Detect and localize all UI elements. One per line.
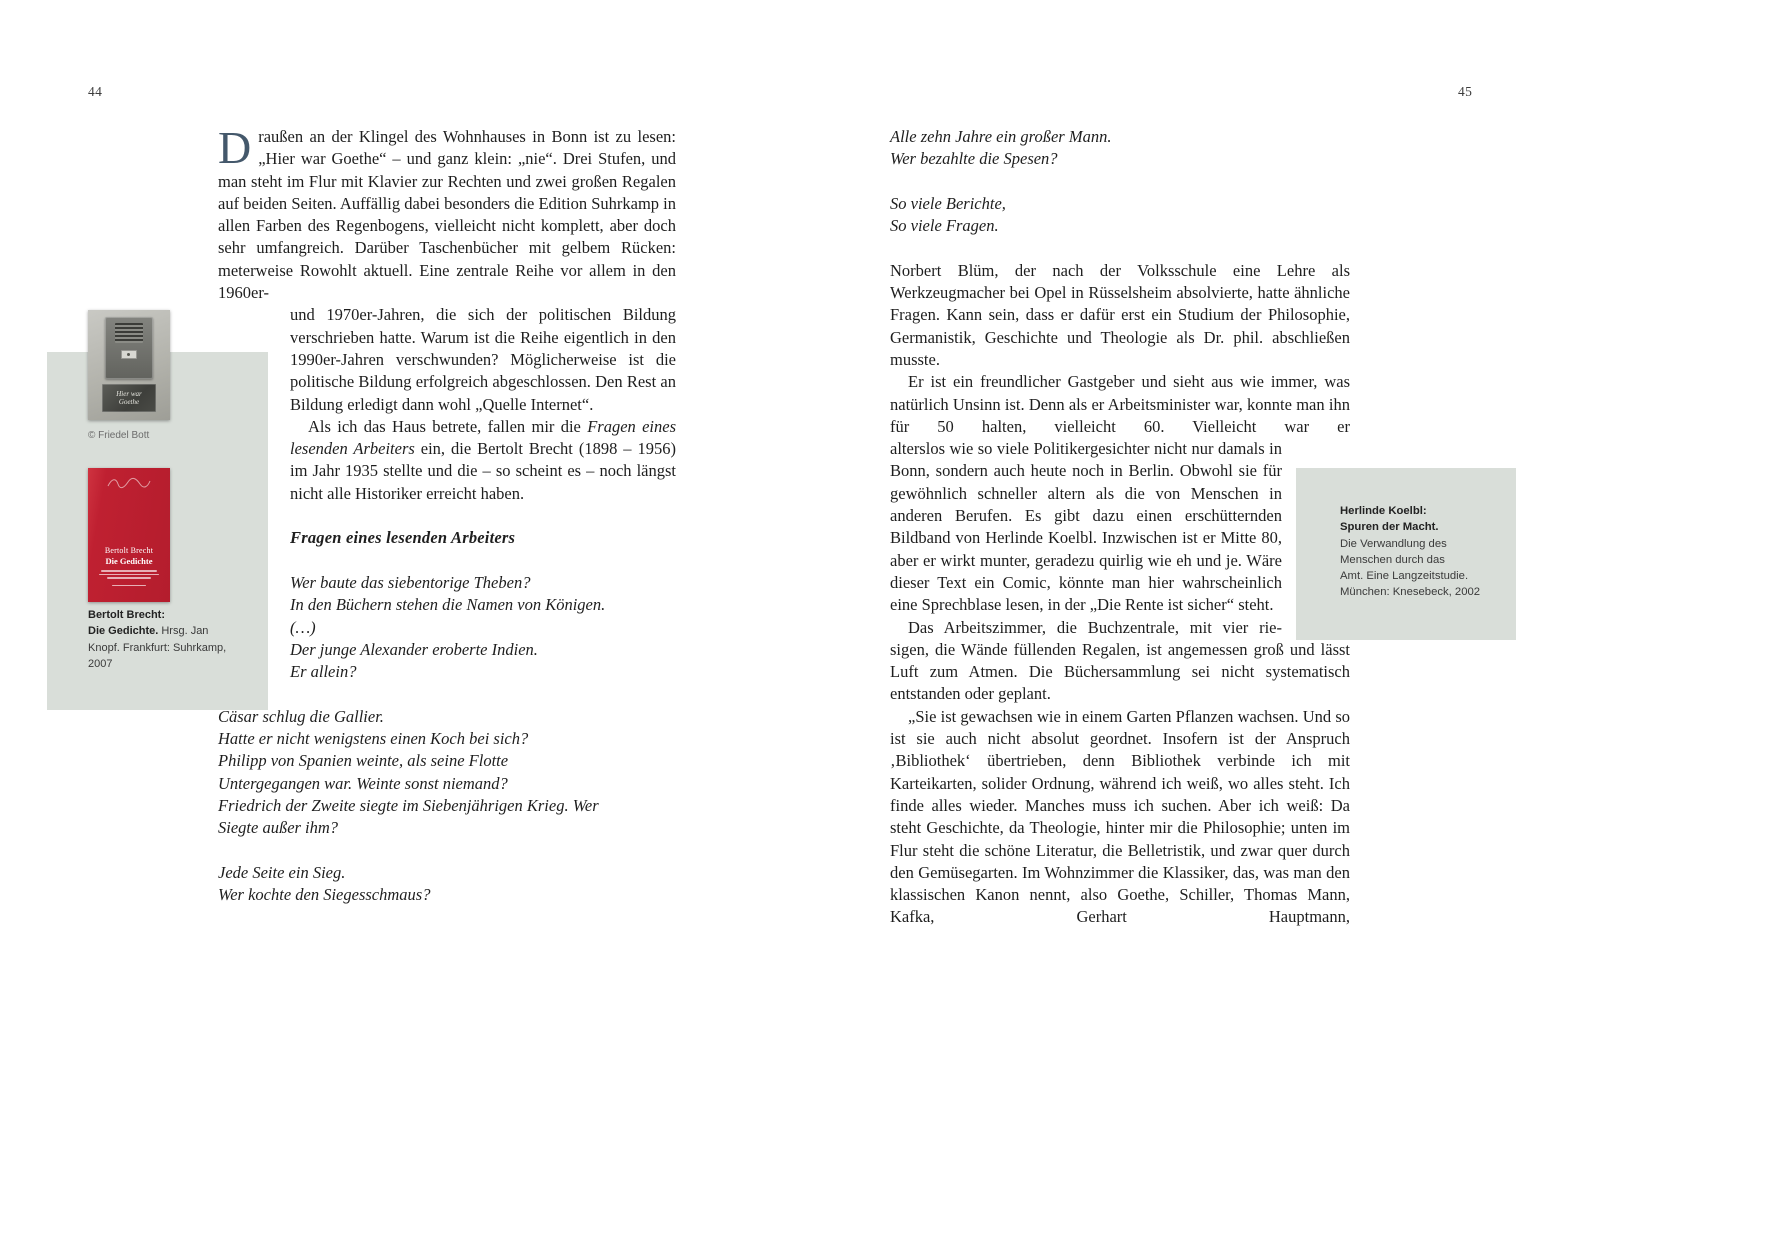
poem-stanza-5 bbox=[890, 193, 1350, 238]
right-text-column bbox=[890, 126, 1350, 929]
poem-line: Alle zehn Jahre ein großer Mann. bbox=[890, 127, 1112, 146]
left-text-column bbox=[218, 122, 677, 906]
cover-smallprint-bar bbox=[99, 574, 159, 576]
paragraph-opening-text: raußen an der Klingel des Wohnhauses in Bonn ist zu lesen: „Hier war Goethe“ – und ganz klein: „nie“. Drei Stufen, und man steht im Flur mit Klavier zur Rechten und zwei großen Regalen auf beiden Seiten. Auffällig dabei besonders die Edition Suhrkamp in allen Farben des Regenbogens, vielleicht nicht komplett, aber doch sehr umfangreich. Darüber Taschenbücher mit gelbem Rücken: meterweise Rowohlt aktuell. Eine zentrale Reihe vor allem in den 1960er- bbox=[218, 127, 676, 303]
poem-line: Der junge Alexander eroberte Indien. bbox=[290, 639, 538, 659]
side-note-line: Die Verwandlung des bbox=[1340, 537, 1447, 550]
poem-line: Cäsar schlug die Gallier. bbox=[218, 706, 384, 726]
cover-smallprint-bar bbox=[107, 577, 151, 579]
cover-author: Bertolt Brecht bbox=[104, 546, 154, 555]
poem-line: Er allein? bbox=[290, 662, 357, 682]
paragraph-brecht-intro bbox=[290, 416, 676, 505]
poem-stanza-1 bbox=[290, 572, 676, 683]
poem-line: Siegte außer ihm? bbox=[218, 818, 339, 838]
poem-line: Untergegangen war. Weinte sonst niemand? bbox=[218, 773, 508, 793]
side-note-title: Spuren der Macht. bbox=[1340, 521, 1439, 534]
book-citation-line: 2007 bbox=[88, 658, 113, 671]
side-note-line bbox=[1340, 519, 1502, 535]
side-note-line: Menschen durch das bbox=[1340, 553, 1445, 566]
side-note-line bbox=[1340, 503, 1502, 519]
poem-line: So viele Fragen. bbox=[890, 216, 999, 236]
paragraph-opening-continued: und 1970er-Jahren, die sich der politischen Bildung verschrieben hatte. Warum ist die Reihe eigentlich in den 1990er-Jahren verschwunden? Möglicherweise ist die politische Bildung erfolgreich abgeschlossen. Den Rest an Bildung erledigt dann wohl „Quelle Internet“. bbox=[290, 305, 676, 414]
plaque-text-line1: Hier war bbox=[116, 389, 142, 398]
poem-line: So viele Berichte, bbox=[890, 193, 1006, 213]
poem-line: Jede Seite ein Sieg. bbox=[218, 862, 346, 882]
poem-line: Philipp von Spanien weinte, als seine Flotte bbox=[218, 751, 509, 771]
dropcap-letter: D bbox=[218, 122, 252, 173]
work-title-inline: Fragen eines lesenden Arbeiters bbox=[290, 416, 677, 459]
side-note-line: Amt. Eine Langzeitstudie. bbox=[1340, 570, 1469, 583]
paragraph-garten-zitat: „Sie ist gewachsen wie in einem Garten Pflanzen wachsen. Und so ist sie auch nicht absolut geordnet. Insofern ist der Anspruch ‚Bibliothek‘ übertrieben, denn Bibliothek verbinde ich mit Karteikarten, solider Ordnung, während ich weiß, wo alles steht. Ich finde alles wieder. Manches muss ich suchen. Aber ich weiß: Da steht Geschichte, da Theologie, hinter mir die Philosophie; unten im Flur steht die schöne Literatur, die Belletristik, und zwar quer durch den Gemüsegarten. Im Wohnzimmer die Klassiker, das, was man den klassischen Kanon nennt, also Goethe, Schiller, Thomas Mann, Kafka, Gerhart Hauptmann, bbox=[890, 706, 1350, 927]
page-number-left: 44 bbox=[88, 84, 103, 99]
speaker-grille-icon bbox=[115, 323, 143, 343]
page-number-right: 45 bbox=[1458, 84, 1473, 99]
poem-line: In den Büchern stehen die Namen von Königen. bbox=[290, 595, 606, 615]
intercom-panel bbox=[105, 317, 153, 379]
poem-line: Hatte er nicht wenigstens einen Koch bei sich? bbox=[218, 729, 529, 749]
book-citation-editor: Hrsg. Jan bbox=[158, 625, 209, 638]
paragraph-bluem-intro: Norbert Blüm, der nach der Volksschule eine Lehre als Werkzeugmacher bei Opel in Rüsselsheim absolvierte, hatte ähnliche Fragen. Kann sein, dass er dafür erst ein Studium der Philosophie, Germanistik, Geschichte und Theologie als Dr. phil. abschließen musste. bbox=[890, 260, 1350, 369]
poem-stanza-3 bbox=[218, 862, 676, 907]
poem-line: Wer baute das siebentorige Theben? bbox=[290, 572, 531, 592]
poem-title: Fragen eines lesenden Arbeiters bbox=[290, 528, 516, 548]
cover-smallprint-bar bbox=[112, 585, 146, 587]
side-note-line: München: Knesebeck, 2002 bbox=[1340, 586, 1481, 599]
cover-title: Die Gedichte bbox=[105, 556, 153, 566]
name-plaque bbox=[102, 384, 156, 412]
paragraph-arbeitszimmer-continued: sigen, die Wände füllenden Regalen, ist angemessen groß und lässt Luft zum Atmen. Die Büchersammlung sei nicht systematisch entstanden oder geplant. bbox=[890, 639, 1350, 704]
paragraph-opening bbox=[218, 122, 676, 304]
poem-line: (…) bbox=[290, 617, 316, 637]
book-cover bbox=[88, 468, 170, 602]
poem-line: Wer kochte den Siegesschmaus? bbox=[218, 885, 431, 905]
doorbell-photo bbox=[88, 310, 170, 420]
paragraph-text: Als ich das Haus betrete, fallen mir die bbox=[308, 416, 588, 436]
book-citation-title: Die Gedichte. bbox=[88, 625, 159, 638]
paragraph-gastgeber: Er ist ein freundlicher Gastgeber und sieht aus wie immer, was natürlich Unsinn ist. Denn als er Arbeitsminister war, konnte man ihn für 50 halten, vielleicht 60. Vielleicht war er bbox=[890, 372, 1350, 436]
book-citation-author: Bertolt Brecht: bbox=[88, 609, 166, 621]
paragraph-gastgeber-continued: alterslos wie so viele Politikergesichter nicht nur damals in Bonn, sondern auch heute noch in Berlin. Obwohl sie für gewöhnlich schneller altern als die von Menschen in anderen Berufen. Es gibt dazu einen erschütternden Bildband von Herlinde Koelbl. Inzwischen ist er Mitte 80, aber er wirkt munter, geradezu quirlig wie eh und je. Wäre dieser Text ein Comic, könnte man hier wahrscheinlich eine Sprechblase lesen, in der „Die Rente ist sicher“ steht. bbox=[890, 439, 1282, 615]
signature-mark-icon bbox=[106, 476, 152, 490]
cover-smallprint bbox=[88, 570, 170, 586]
poem-line: Wer bezahlte die Spesen? bbox=[890, 149, 1058, 169]
cover-text-block bbox=[88, 546, 170, 586]
side-note-author: Herlinde Koelbl: bbox=[1340, 505, 1427, 517]
cover-smallprint-bar bbox=[101, 570, 157, 572]
plaque-text-line2: Goethe bbox=[118, 398, 140, 406]
poem-stanza-2 bbox=[218, 706, 676, 840]
doorbell-button-icon bbox=[121, 350, 137, 359]
paragraph-arbeitszimmer: Das Arbeitszimmer, die Buchzentrale, mit vier rie- bbox=[908, 617, 1282, 637]
photo-copyright-caption: © Friedel Bott bbox=[88, 430, 150, 441]
poem-line: Friedrich der Zweite siegte im Siebenjährigen Krieg. Wer bbox=[218, 795, 599, 815]
poem-stanza-4 bbox=[890, 126, 1350, 171]
book-citation-line: Knopf. Frankfurt: Suhrkamp, bbox=[88, 641, 227, 654]
paragraph-text: ein, die Bertolt Brecht (1898 – 1956) im Jahr 1935 stellte und die – so scheint es – noch längst nicht alle Historiker erreicht haben. bbox=[290, 439, 676, 503]
